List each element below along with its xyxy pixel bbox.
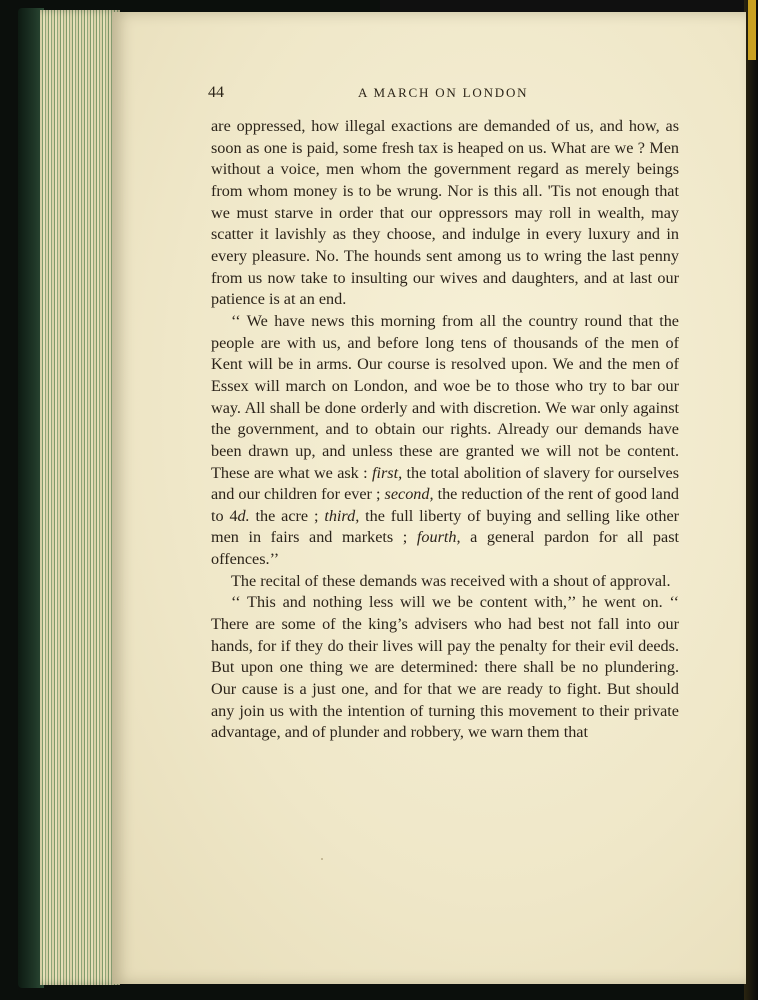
paragraph-text: the total abolition of slavery for ourselves and our children for ever ; [211, 463, 680, 504]
paragraph-text: the full liberty of buying and selling like other men in fairs and markets ; [211, 506, 680, 547]
paragraph-text: ‘‘ This and nothing less will we be content with,’’ he went on. ‘‘ There are some of the king’s advisers who had best not fall into our hands, for if they do their lives will pay the penalty for their evil deeds. But upon one thing we are determined: there shall be no plundering. Our cause is a just one, and for that we are ready to fight. But should any join us with the intention of turning this movement to their private advantage, and of plunder and robbery, we warn them that [211, 593, 679, 742]
page-stack-edges [40, 10, 120, 985]
page-speck [321, 858, 323, 860]
body-text [211, 116, 679, 744]
right-book-edge [744, 0, 758, 1000]
top-shadow [380, 0, 758, 12]
running-title: A MARCH ON LONDON [358, 85, 529, 100]
italic-text: first, [372, 463, 403, 482]
italic-text: fourth, [416, 528, 461, 547]
paragraph-text: the reduction of the rent of good land to 4 [211, 485, 680, 525]
running-head [208, 84, 678, 104]
italic-text: third, [324, 506, 360, 525]
italic-text: d. [237, 506, 250, 525]
paragraph-text: are oppressed, how illegal exactions are demanded of us, and how, as soon as one is paid, some fresh tax is heaped on us. What are we ? Men without a voice, men whom the government regard as merely beings from whom money is to be wrung. Nor is this all. 'Tis not enough that we must starve in order that our oppressors may roll in wealth, may scatter it lavishly as they choose, and indulge in every luxury and in every pleasure. No. The hounds sent among us to wring the last penny from us now take to insulting our wives and daughters, and at last our patience is at an end. [211, 117, 679, 309]
right-edge-strip [748, 0, 756, 60]
paragraph-text: the acre ; [249, 506, 325, 525]
paragraph [211, 592, 679, 744]
page-number: 44 [208, 84, 224, 101]
paragraph-text: a general pardon for all past offences.’’ [211, 528, 679, 569]
paragraph-text: The recital of these demands was received with a shout of approval. [231, 571, 671, 590]
italic-text: second, [384, 485, 434, 504]
paragraph [211, 311, 679, 571]
paragraph [211, 116, 679, 311]
paragraph [211, 571, 679, 593]
paragraph-text: ‘‘ We have news this morning from all the country round that the people are with us, and before long tens of thousands of the men of Kent will be in arms. Our course is resolved upon. We and the men of Essex will march on London, and woe be to those who try to bar our way. All shall be done orderly and with discretion. We war only against the government, and to obtain our rights. Already our demands have been drawn up, and unless these are granted we will not be content. These are what we ask : [211, 311, 679, 482]
